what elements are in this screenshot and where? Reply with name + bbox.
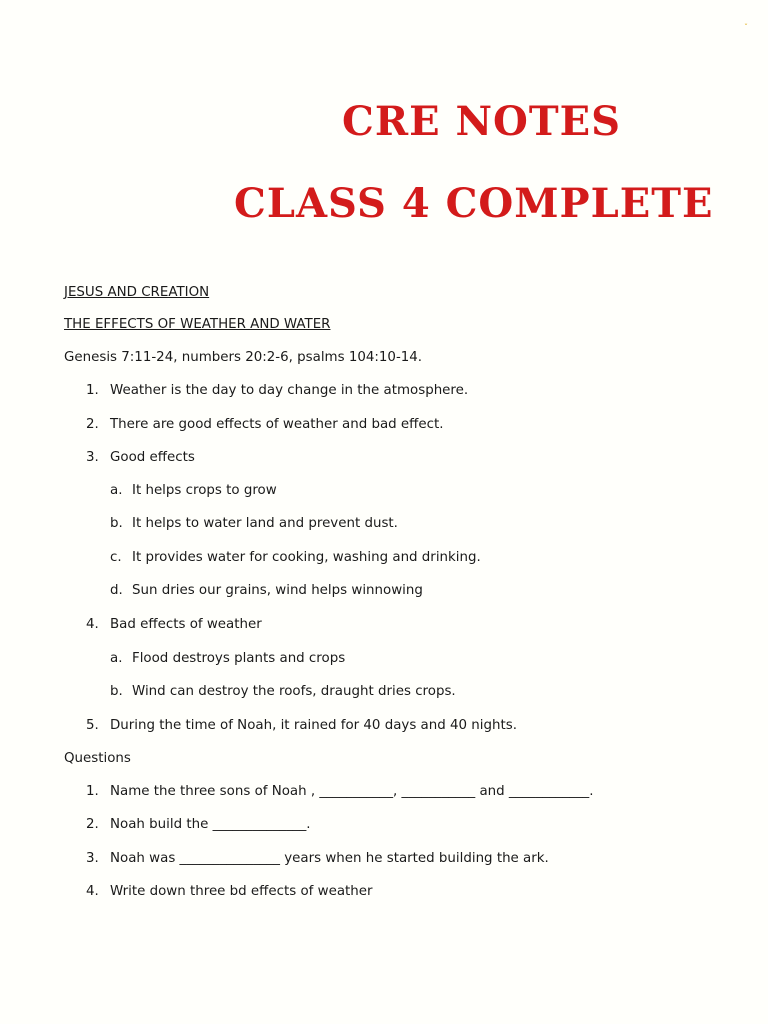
corner-mark: ˇ <box>744 23 748 32</box>
sublist-marker: a. <box>110 483 123 498</box>
sublist-item: Flood destroys plants and crops <box>132 651 346 666</box>
question-marker: 3. <box>86 851 99 866</box>
list-item: Good effects <box>110 450 195 465</box>
sublist-marker: b. <box>110 516 123 531</box>
section-subheading: THE EFFECTS OF WEATHER AND WATER <box>64 317 331 332</box>
sublist-marker: d. <box>110 583 123 598</box>
sublist-marker: a. <box>110 651 123 666</box>
scripture-references: Genesis 7:11-24, numbers 20:2-6, psalms 104:10-14. <box>64 350 423 365</box>
questions-heading: Questions <box>64 751 131 766</box>
question-marker: 4. <box>86 884 99 899</box>
sublist-item: Sun dries our grains, wind helps winnowing <box>132 583 423 598</box>
question-item: Name the three sons of Noah , ___________, ___________ and ____________. <box>110 784 594 799</box>
list-marker: 4. <box>86 617 99 632</box>
document-subtitle: CLASS 4 COMPLETE <box>234 180 714 227</box>
sublist-marker: c. <box>110 550 122 565</box>
question-item: Noah was _______________ years when he started building the ark. <box>110 851 549 866</box>
question-item: Write down three bd effects of weather <box>110 884 373 899</box>
sublist-item: It helps crops to grow <box>132 483 277 498</box>
list-marker: 2. <box>86 417 99 432</box>
sublist-marker: b. <box>110 684 123 699</box>
list-item: There are good effects of weather and bad effect. <box>110 417 444 432</box>
sublist-item: Wind can destroy the roofs, draught dries crops. <box>132 684 456 699</box>
sublist-item: It helps to water land and prevent dust. <box>132 516 398 531</box>
list-item: Bad effects of weather <box>110 617 262 632</box>
list-marker: 5. <box>86 718 99 733</box>
sublist-item: It provides water for cooking, washing and drinking. <box>132 550 481 565</box>
question-item: Noah build the ______________. <box>110 817 311 832</box>
question-marker: 2. <box>86 817 99 832</box>
list-item: Weather is the day to day change in the atmosphere. <box>110 383 469 398</box>
list-marker: 1. <box>86 383 99 398</box>
section-heading: JESUS AND CREATION <box>64 285 210 300</box>
document-title: CRE NOTES <box>342 98 622 145</box>
question-marker: 1. <box>86 784 99 799</box>
list-item: During the time of Noah, it rained for 40 days and 40 nights. <box>110 718 517 733</box>
list-marker: 3. <box>86 450 99 465</box>
